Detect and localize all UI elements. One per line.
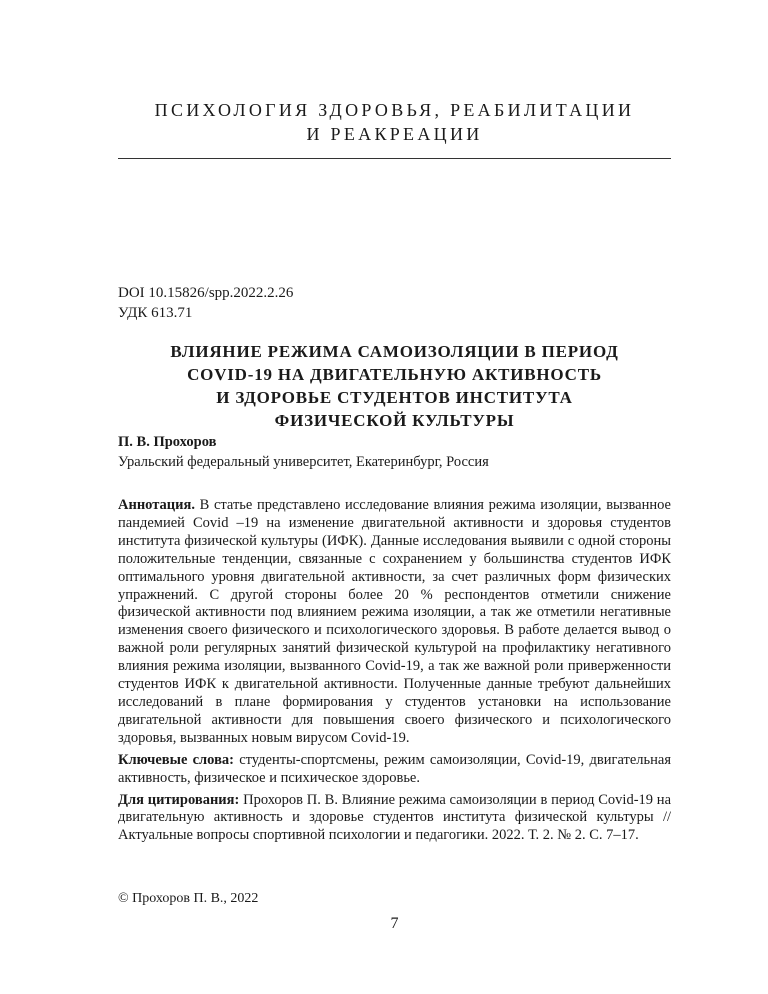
citation-text: Прохоров П. В. Влияние режима самоизоляции в период Covid-19 на двигательную активность и здоровье студентов института физической культуры // Актуальные вопросы спортивной психологии и педагогики. 2022. Т. 2. № 2. С. 7–17. — [118, 791, 672, 844]
author-block — [118, 432, 671, 472]
udc-code: УДК 613.71 — [118, 305, 193, 321]
article-title — [118, 340, 671, 432]
author-name: П. В. Прохоров — [118, 434, 217, 450]
page-number: 7 — [390, 915, 399, 932]
abstract-text: В статье представлено исследование влияния режима изоляции, вызванное пандемией Covid –19 на изменение двигательной активности и здоровья студентов института физической культуры (ИФК). Данные исследования выявили с одной стороны положительные тенденции, связанные с сохранением у большинства студентов ИФК оптимального уровня двигательной активности, за счет различных форм физических упражнений. С другой стороны более 20 % респондентов отметили снижение физической активности под влиянием режима изоляции, а так же отметили негативные изменения своего физического и психологического здоровья. В работе делается вывод о важной роли регулярных занятий физической культурой на профилактику негативного влияния режима изоляции, вызванного Covid-19, а так же важной роли приверженности студентов ИФК к двигательной активности. Полученные данные требуют дальнейших исследований в плане формирования у студентов установки на использование двигательной активности для повышения своего физического и психологического здоровья, вызванных новым вирусом Covid-19. — [118, 497, 671, 746]
abstract-label: Аннотация. — [118, 497, 195, 513]
running-head — [118, 98, 671, 146]
title-line-4: ФИЗИЧЕСКОЙ КУЛЬТУРЫ — [274, 411, 515, 430]
abstract-section — [118, 497, 671, 849]
doi-link[interactable]: DOI 10.15826/spp.2022.2.26 — [118, 285, 294, 301]
copyright-notice: © Прохоров П. В., 2022 — [118, 891, 259, 906]
citation-label: Для цитирования: — [118, 791, 240, 808]
title-line-1: ВЛИЯНИЕ РЕЖИМА САМОИЗОЛЯЦИИ В ПЕРИОД — [170, 342, 619, 361]
running-head-line-2: И РЕАКРЕАЦИИ — [306, 124, 483, 144]
keywords-paragraph — [118, 752, 671, 788]
citation-paragraph — [118, 792, 671, 846]
running-head-line-1: ПСИХОЛОГИЯ ЗДОРОВЬЯ, РЕАБИЛИТАЦИИ — [154, 100, 635, 120]
keywords-text: студенты-спортсмены, режим самоизоляции, Covid-19, двигательная активность, физическое и психическое здоровье. — [118, 751, 672, 786]
title-line-2: COVID-19 НА ДВИГАТЕЛЬНУЮ АКТИВНОСТЬ — [187, 365, 602, 384]
keywords-label: Ключевые слова: — [118, 751, 234, 768]
journal-page — [118, 0, 671, 994]
author-affiliation: Уральский федеральный университет, Екатеринбург, Россия — [118, 454, 489, 470]
abstract-paragraph — [118, 497, 671, 748]
header-rule — [118, 158, 671, 159]
title-line-3: И ЗДОРОВЬЕ СТУДЕНТОВ ИНСТИТУТА — [216, 388, 573, 407]
article-meta — [118, 283, 293, 323]
